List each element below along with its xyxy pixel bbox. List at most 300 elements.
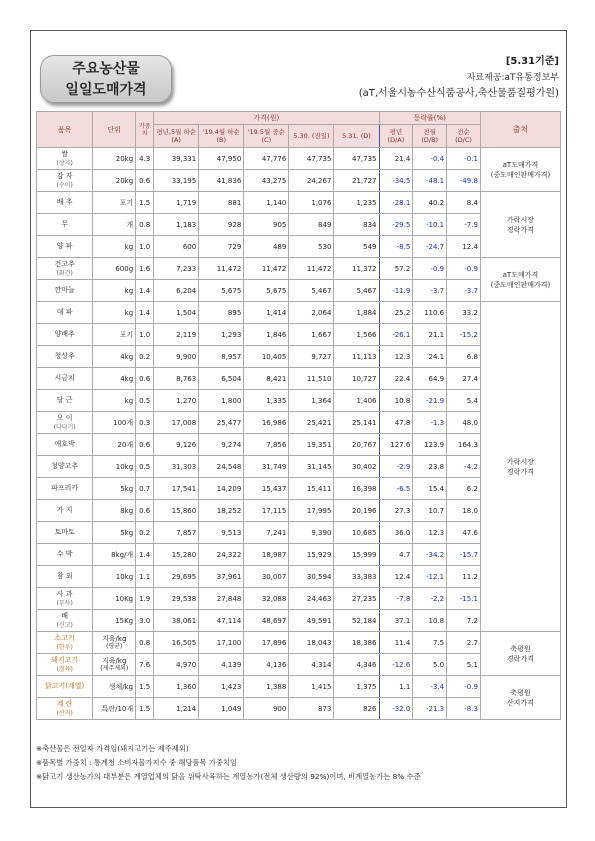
subheader-0: 평년,5월 하순(A) [154, 125, 199, 148]
item-subname: (한우) [56, 643, 73, 651]
price-d: 11,113 [334, 346, 379, 368]
unit-cell: 10kg [93, 566, 136, 588]
unit-cell: 100개 [93, 412, 136, 434]
item-name-cell [37, 698, 93, 720]
item-name: 감 자 [56, 171, 73, 180]
price-b: 4,139 [199, 654, 244, 676]
price-d: 1,566 [334, 324, 379, 346]
price-d: 20,767 [334, 434, 379, 456]
price-c: 5,675 [244, 280, 289, 302]
source-cell: aT도매가격 (중도매인판매가격) [480, 258, 560, 302]
price-b: 18,252 [199, 500, 244, 522]
unit-sub: (평균) [106, 642, 123, 650]
change-da: 25.2 [379, 302, 413, 324]
item-name: 배 [61, 611, 69, 620]
change-da: 47.8 [379, 412, 413, 434]
price-b: 9,513 [199, 522, 244, 544]
item-name-cell [37, 280, 93, 302]
price-prev: 11,472 [289, 258, 334, 280]
price-prev: 18,043 [289, 632, 334, 654]
weight-cell: 0.5 [136, 390, 154, 412]
price-prev: 11,510 [289, 368, 334, 390]
unit: 지육/kg [102, 634, 127, 643]
weight-cell: 0.6 [136, 500, 154, 522]
price-b: 5,675 [199, 280, 244, 302]
table-row [37, 676, 561, 698]
price-a: 29,538 [154, 588, 199, 610]
price-c: 1,414 [244, 302, 289, 324]
unit: 지육/kg [102, 656, 127, 665]
price-c: 32,088 [244, 588, 289, 610]
price-b: 1,293 [199, 324, 244, 346]
price-b: 1,423 [199, 676, 244, 698]
price-d: 1,235 [334, 192, 379, 214]
item-subname: (정육) [56, 665, 73, 673]
item-name-cell [37, 170, 93, 192]
price-a: 15,280 [154, 544, 199, 566]
item-name-cell [37, 588, 93, 610]
weight-cell: 1.4 [136, 302, 154, 324]
subheader-2: '19.5월 중순(C) [244, 125, 289, 148]
item-name-cell [37, 346, 93, 368]
change-db: 10.8 [413, 610, 447, 632]
unit-cell: 특란/10개 [93, 698, 136, 720]
price-c: 1,388 [244, 676, 289, 698]
unit-cell: 4kg [93, 368, 136, 390]
item-name-cell [37, 192, 93, 214]
weight-cell: 1.6 [136, 258, 154, 280]
price-a: 9,126 [154, 434, 199, 456]
change-db: -0.9 [413, 258, 447, 280]
note-1: ※축산물은 전일자 가격임(돼지고기는 제주제외) [36, 744, 189, 753]
item-name-cell [37, 434, 93, 456]
price-d: 20,196 [334, 500, 379, 522]
item-name-cell [37, 148, 93, 170]
price-b: 11,472 [199, 258, 244, 280]
unit-cell: 5kg [93, 522, 136, 544]
change-db: -1.3 [413, 412, 447, 434]
header-item: 품목 [37, 112, 93, 148]
item-subname: (화건) [56, 269, 73, 277]
price-prev: 24,267 [289, 170, 334, 192]
price-d: 4,346 [334, 654, 379, 676]
price-c: 48,697 [244, 610, 289, 632]
price-b: 41,836 [199, 170, 244, 192]
price-a: 17,008 [154, 412, 199, 434]
item-name: 청양고추 [51, 462, 79, 470]
price-prev: 25,421 [289, 412, 334, 434]
change-dc: 6.2 [447, 478, 481, 500]
price-c: 905 [244, 214, 289, 236]
title-line-2: 일일도매가격 [65, 82, 147, 98]
item-name-cell [37, 654, 93, 676]
unit-cell [93, 654, 136, 676]
price-c: 17,115 [244, 500, 289, 522]
note-2: ※품목별 가중치 : 통계청 소비자물가지수 중 해당품목 가중치임 [36, 758, 238, 767]
change-dc: -0.9 [447, 676, 481, 698]
weight-cell: 1.5 [136, 698, 154, 720]
unit-cell: 8kg [93, 500, 136, 522]
price-c: 900 [244, 698, 289, 720]
change-da: 27.3 [379, 500, 413, 522]
change-db: 40.2 [413, 192, 447, 214]
item-name-cell [37, 324, 93, 346]
price-a: 33,195 [154, 170, 199, 192]
price-a: 1,270 [154, 390, 199, 412]
item-name: 양 파 [56, 242, 73, 250]
price-a: 29,695 [154, 566, 199, 588]
change-db: 12.3 [413, 522, 447, 544]
item-name-cell [37, 566, 93, 588]
subheader-4: 5.31. (D) [334, 125, 379, 148]
price-c: 11,472 [244, 258, 289, 280]
change-da: -12.6 [379, 654, 413, 676]
weight-cell: 0.3 [136, 412, 154, 434]
change-da: 57.2 [379, 258, 413, 280]
item-name: 토마토 [54, 528, 75, 536]
change-da: -29.5 [379, 214, 413, 236]
change-db: 23.8 [413, 456, 447, 478]
price-d: 834 [334, 214, 379, 236]
price-d: 33,383 [334, 566, 379, 588]
weight-cell: 1.0 [136, 324, 154, 346]
price-a: 39,331 [154, 148, 199, 170]
change-db: -21.9 [413, 390, 447, 412]
unit-cell: 생체/kg [93, 676, 136, 698]
price-b: 928 [199, 214, 244, 236]
weight-cell: 1.1 [136, 566, 154, 588]
change-dc: 48.0 [447, 412, 481, 434]
change-da: 1.1 [379, 676, 413, 698]
change-dc: 33.2 [447, 302, 481, 324]
change-db: 15.4 [413, 478, 447, 500]
price-table [36, 111, 561, 720]
price-c: 1,846 [244, 324, 289, 346]
price-a: 7,233 [154, 258, 199, 280]
unit-cell: kg [93, 280, 136, 302]
item-name-cell [37, 478, 93, 500]
change-da: 22.4 [379, 368, 413, 390]
price-prev: 49,591 [289, 610, 334, 632]
item-name: 사 과 [56, 589, 73, 598]
change-da: -2.9 [379, 456, 413, 478]
item-name: 배 추 [56, 198, 73, 206]
weight-cell: 0.2 [136, 346, 154, 368]
item-name-cell [37, 390, 93, 412]
change-db: -10.1 [413, 214, 447, 236]
change-dc: 7.2 [447, 610, 481, 632]
change-db: -34.2 [413, 544, 447, 566]
notes [36, 742, 566, 784]
change-dc: 11.2 [447, 566, 481, 588]
change-da: -32.0 [379, 698, 413, 720]
source-line-2: (aT,서울시농수산식품공사,축산물품질평가원) [358, 88, 559, 99]
price-b: 9,274 [199, 434, 244, 456]
unit-cell: 8kg/개 [93, 544, 136, 566]
price-d: 11,372 [334, 258, 379, 280]
table-row [37, 192, 561, 214]
weight-cell: 1.0 [136, 236, 154, 258]
item-subname: (수미) [56, 181, 73, 189]
item-name: 쌀 [61, 149, 69, 158]
item-name-cell [37, 610, 93, 632]
weight-cell: 4.3 [136, 148, 154, 170]
price-a: 2,119 [154, 324, 199, 346]
price-prev: 9,727 [289, 346, 334, 368]
price-d: 15,999 [334, 544, 379, 566]
change-db: -3.4 [413, 676, 447, 698]
item-name-cell [37, 522, 93, 544]
table-row [37, 148, 561, 170]
change-dc: -4.2 [447, 456, 481, 478]
price-a: 1,183 [154, 214, 199, 236]
price-d: 10,727 [334, 368, 379, 390]
change-da: 4.7 [379, 544, 413, 566]
weight-cell: 0.8 [136, 214, 154, 236]
change-da: -11.9 [379, 280, 413, 302]
price-b: 24,322 [199, 544, 244, 566]
price-c: 1,140 [244, 192, 289, 214]
source-cell: aT도매가격 (중도매인판매가격) [480, 148, 560, 192]
unit-cell: 10kg [93, 456, 136, 478]
weight-cell: 1.4 [136, 544, 154, 566]
change-dc: -0.1 [447, 148, 481, 170]
change-dc: 164.3 [447, 434, 481, 456]
change-db: 110.6 [413, 302, 447, 324]
price-prev: 1,076 [289, 192, 334, 214]
change-da: 37.1 [379, 610, 413, 632]
change-dc: 27.4 [447, 368, 481, 390]
title-box [40, 55, 172, 103]
price-c: 17,896 [244, 632, 289, 654]
unit-cell: 20kg [93, 170, 136, 192]
change-dc: 5.4 [447, 390, 481, 412]
change-da: 12.4 [379, 566, 413, 588]
note-3: ※닭고기 생산농가의 대부분은 계열업체의 닭을 위탁사육하는 계열농가(전체 생산량의 92%)이며, 비계열농가는 8% 수준 [36, 772, 421, 781]
price-a: 1,360 [154, 676, 199, 698]
change-dc: 5.1 [447, 654, 481, 676]
price-prev: 19,351 [289, 434, 334, 456]
price-c: 18,987 [244, 544, 289, 566]
item-name-cell [37, 412, 93, 434]
source-cell: 가락시장 경락가격 [480, 302, 560, 632]
item-subname: (상자) [56, 159, 73, 167]
price-prev: 17,995 [289, 500, 334, 522]
price-a: 8,763 [154, 368, 199, 390]
unit-sub: (제주제외) [100, 664, 129, 672]
unit-cell [93, 632, 136, 654]
price-prev: 15,411 [289, 478, 334, 500]
price-a: 1,214 [154, 698, 199, 720]
item-name: 무 [61, 220, 69, 228]
header-weight: 가중치 [136, 112, 154, 148]
price-prev: 530 [289, 236, 334, 258]
item-subname: (다다기) [53, 423, 76, 431]
price-a: 1,719 [154, 192, 199, 214]
item-name: 애호박 [54, 440, 75, 448]
price-a: 600 [154, 236, 199, 258]
weight-cell: 1.9 [136, 588, 154, 610]
source-cell: 가락시장 경락가격 [480, 192, 560, 258]
change-dc: -7.9 [447, 214, 481, 236]
weight-cell: 0.6 [136, 434, 154, 456]
item-name: 대 파 [56, 308, 73, 316]
price-prev: 15,929 [289, 544, 334, 566]
change-dc: 2.7 [447, 632, 481, 654]
price-d: 5,467 [334, 280, 379, 302]
change-db: -24.7 [413, 236, 447, 258]
subheader-7: 전순 (D/C) [447, 125, 481, 148]
change-da: -28.1 [379, 192, 413, 214]
item-name: 닭고기(계열) [45, 682, 85, 690]
price-c: 4,136 [244, 654, 289, 676]
price-c: 7,241 [244, 522, 289, 544]
item-name: 건고추 [54, 259, 75, 268]
item-name-cell [37, 368, 93, 390]
change-db: 24.1 [413, 346, 447, 368]
weight-cell: 1.5 [136, 192, 154, 214]
price-a: 6,204 [154, 280, 199, 302]
change-dc: 8.4 [447, 192, 481, 214]
price-d: 10,685 [334, 522, 379, 544]
item-name: 시금치 [54, 374, 75, 382]
price-b: 6,504 [199, 368, 244, 390]
item-name-cell [37, 456, 93, 478]
unit-cell: 20kg [93, 148, 136, 170]
change-da: -26.1 [379, 324, 413, 346]
change-dc: -15.1 [447, 588, 481, 610]
price-d: 1,375 [334, 676, 379, 698]
change-da: 21.4 [379, 148, 413, 170]
price-d: 30,402 [334, 456, 379, 478]
change-db: -12.1 [413, 566, 447, 588]
change-db: -21.3 [413, 698, 447, 720]
item-name: 가 지 [56, 506, 73, 514]
weight-cell: 1.5 [136, 676, 154, 698]
item-subname: (산지) [56, 709, 73, 717]
price-b: 37,961 [199, 566, 244, 588]
weight-cell: 0.6 [136, 368, 154, 390]
change-dc: 47.6 [447, 522, 481, 544]
price-c: 47,776 [244, 148, 289, 170]
price-c: 16,986 [244, 412, 289, 434]
change-da: -34.5 [379, 170, 413, 192]
item-name-cell [37, 544, 93, 566]
header-price: 가격(원) [154, 112, 379, 125]
price-d: 21,727 [334, 170, 379, 192]
price-c: 7,856 [244, 434, 289, 456]
price-b: 25,477 [199, 412, 244, 434]
weight-cell: 0.7 [136, 478, 154, 500]
change-db: 21.1 [413, 324, 447, 346]
header-unit: 단위 [93, 112, 136, 148]
source-line-1: 자료제공:aT유통정보부 [466, 73, 559, 83]
change-da: -8.5 [379, 236, 413, 258]
change-dc: -49.8 [447, 170, 481, 192]
item-name-cell [37, 676, 93, 698]
unit-cell: kg [93, 236, 136, 258]
price-b: 1,049 [199, 698, 244, 720]
weight-cell: 0.5 [136, 456, 154, 478]
item-name-cell [37, 236, 93, 258]
price-c: 8,421 [244, 368, 289, 390]
item-name: 당 근 [56, 396, 73, 404]
change-db: -48.1 [413, 170, 447, 192]
item-name: 청상추 [54, 352, 75, 360]
price-c: 30,007 [244, 566, 289, 588]
price-prev: 1,364 [289, 390, 334, 412]
change-da: 127.6 [379, 434, 413, 456]
price-prev: 2,064 [289, 302, 334, 324]
price-d: 16,398 [334, 478, 379, 500]
weight-cell: 1.4 [136, 280, 154, 302]
price-prev: 4,314 [289, 654, 334, 676]
item-name-cell [37, 258, 93, 280]
source-cell: 축평원 경락가격 [480, 632, 560, 676]
change-db: -3.7 [413, 280, 447, 302]
item-subname: (부사) [56, 599, 73, 607]
item-name-cell [37, 302, 93, 324]
price-a: 7,857 [154, 522, 199, 544]
price-d: 18,386 [334, 632, 379, 654]
price-prev: 1,415 [289, 676, 334, 698]
price-a: 1,504 [154, 302, 199, 324]
unit-cell: 600g [93, 258, 136, 280]
header-change: 등락률(%) [379, 112, 480, 125]
change-db: 7.5 [413, 632, 447, 654]
change-db: 10.7 [413, 500, 447, 522]
price-a: 38,061 [154, 610, 199, 632]
change-db: 64.9 [413, 368, 447, 390]
price-a: 16,505 [154, 632, 199, 654]
change-dc: 6.8 [447, 346, 481, 368]
price-d: 25,141 [334, 412, 379, 434]
price-c: 10,405 [244, 346, 289, 368]
subheader-3: 5.30. (전일) [289, 125, 334, 148]
price-c: 1,335 [244, 390, 289, 412]
price-a: 17,541 [154, 478, 199, 500]
change-db: -0.4 [413, 148, 447, 170]
unit-cell: 개 [93, 214, 136, 236]
unit-cell: kg [93, 390, 136, 412]
table-row [37, 258, 561, 280]
weight-cell: 7.6 [136, 654, 154, 676]
price-d: 826 [334, 698, 379, 720]
item-name: 참 외 [56, 572, 73, 580]
price-b: 14,209 [199, 478, 244, 500]
date-label: [5.31기준] [505, 56, 559, 67]
item-name: 오 이 [56, 413, 73, 422]
price-b: 881 [199, 192, 244, 214]
change-db: 123.9 [413, 434, 447, 456]
unit-cell: kg [93, 302, 136, 324]
price-c: 43,275 [244, 170, 289, 192]
change-da: 11.4 [379, 632, 413, 654]
price-b: 895 [199, 302, 244, 324]
subheader-1: '19.4월 하순(B) [199, 125, 244, 148]
change-db: -2.2 [413, 588, 447, 610]
change-dc: -0.9 [447, 258, 481, 280]
unit-cell: 포기 [93, 192, 136, 214]
item-name: 파프리카 [51, 484, 79, 492]
change-dc: -15.7 [447, 544, 481, 566]
price-prev: 5,467 [289, 280, 334, 302]
subheader-6: 전월 (D/B) [413, 125, 447, 148]
item-name: 수 박 [56, 550, 73, 558]
change-dc: 18.0 [447, 500, 481, 522]
item-name: 돼지고기 [51, 655, 79, 664]
price-c: 15,437 [244, 478, 289, 500]
